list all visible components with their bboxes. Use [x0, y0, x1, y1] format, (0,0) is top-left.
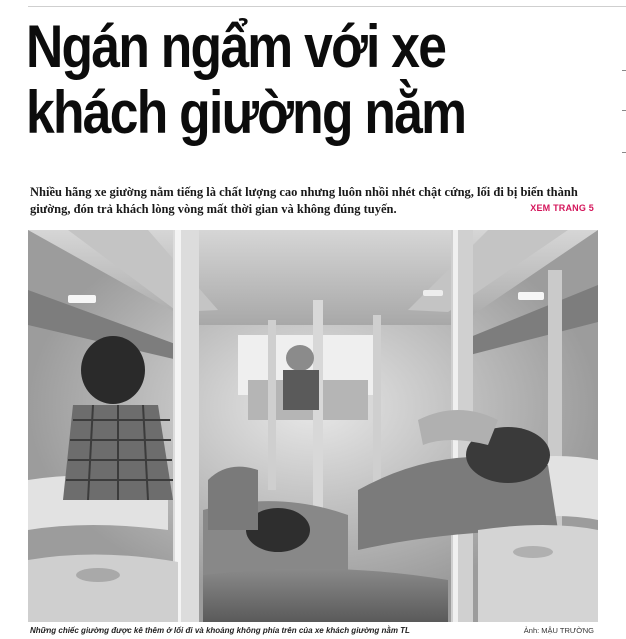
headline [26, 14, 542, 146]
photo-caption: Những chiếc giường được kê thêm ở lối đi và khoảng không phía trên của xe khách giường nằm TL [30, 626, 410, 635]
edge-mark [622, 70, 626, 71]
edge-mark [622, 110, 626, 111]
headline-line-2: khách giường nằm [26, 79, 466, 146]
see-page-link[interactable]: XEM TRANG 5 [530, 203, 594, 213]
top-rule [28, 6, 626, 7]
bus-interior-photo [28, 230, 598, 622]
photo-credit: Ảnh: MẬU TRƯỜNG [523, 626, 594, 635]
lead-paragraph: Nhiều hãng xe giường nằm tiếng là chất lượng cao nhưng luôn nhồi nhét chật cứng, lối đi bị biến thành giường, đón trả khách lòng vòng mất thời gian và không đúng tuyến. [30, 185, 578, 216]
headline-line-1: Ngán ngẩm với xe [26, 13, 446, 80]
edge-mark [622, 152, 626, 153]
